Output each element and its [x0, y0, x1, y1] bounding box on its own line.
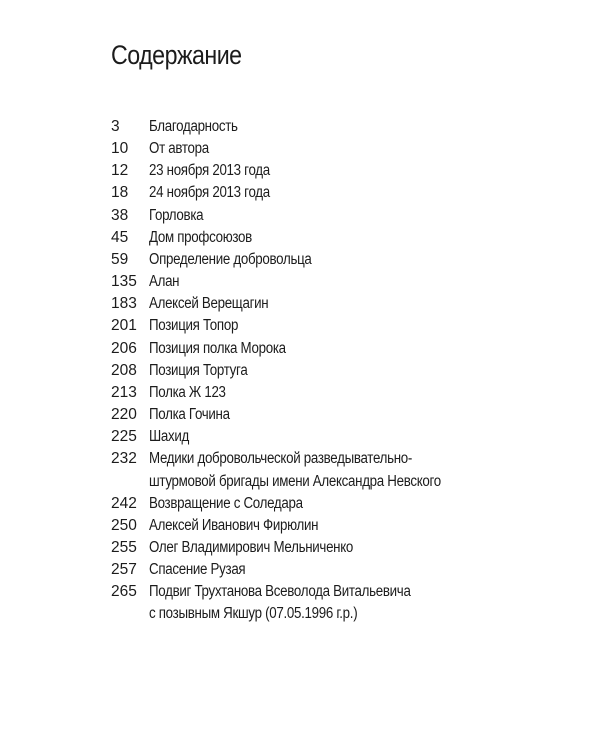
toc-entry-title-line: Благодарность — [149, 118, 238, 135]
toc-entry — [111, 426, 531, 448]
toc-entry-title-line: Шахид — [149, 428, 190, 446]
toc-entry — [111, 249, 531, 271]
toc-entry-title — [149, 360, 478, 382]
toc-entry-title — [149, 227, 478, 249]
toc-entry — [111, 515, 531, 537]
toc-page-number: 250 — [111, 516, 137, 534]
toc-entry-title — [149, 338, 478, 360]
toc-entry — [111, 160, 531, 182]
toc-entry-title-line: Полка Ж 123 — [149, 383, 226, 401]
page-title: Содержание — [111, 40, 242, 70]
toc-entry-title-line: Полка Гочина — [149, 406, 230, 424]
toc-entry-title-line: Алан — [149, 273, 180, 291]
toc-entry-title-line: штурмовой бригады имени Александра Невского — [149, 472, 441, 490]
toc-entry — [111, 360, 531, 382]
toc-entry-title — [149, 559, 478, 581]
toc-page-number: 265 — [111, 583, 137, 601]
toc-entry-title — [149, 160, 478, 182]
toc-entry-title — [149, 116, 478, 138]
toc-page-number: 59 — [111, 250, 129, 268]
toc-entry — [111, 293, 531, 315]
toc-page-number: 255 — [111, 538, 137, 556]
toc-entry-title — [149, 404, 478, 426]
toc-entry-title-line: Медики добровольческой разведывательно- — [149, 450, 413, 468]
toc-entry — [111, 315, 531, 337]
toc-entry-title-line: Позиция Топор — [149, 317, 239, 335]
toc-entry-title-line: Алексей Иванович Фирюлин — [149, 516, 319, 534]
toc-entry-title-line: Спасение Рузая — [149, 561, 246, 579]
toc-entry-title — [149, 138, 478, 160]
toc-entry-title — [149, 249, 478, 271]
toc-entry-title — [149, 205, 478, 227]
toc-entry — [111, 581, 531, 625]
toc-entry-title — [149, 448, 478, 492]
toc-page-number: 38 — [111, 206, 129, 224]
toc-entry-title-line: Олег Владимирович Мельниченко — [149, 538, 354, 556]
toc-entry-title-line: Определение добровольца — [149, 250, 312, 268]
toc-entry-title-line: 23 ноября 2013 года — [149, 162, 270, 180]
toc-page-number: 10 — [111, 140, 129, 158]
toc-entry — [111, 227, 531, 249]
toc-entry — [111, 448, 531, 492]
toc-page-number: 213 — [111, 383, 137, 401]
toc-page-number: 225 — [111, 428, 137, 446]
toc-entry-title-line: Подвиг Трухтанова Всеволода Витальевича — [149, 583, 411, 601]
toc-entry — [111, 271, 531, 293]
toc-entry-title-line: 24 ноября 2013 года — [149, 184, 270, 202]
toc-entry-title-line: Дом профсоюзов — [149, 228, 252, 246]
toc-entry-title — [149, 581, 478, 625]
toc-page-number: 3 — [111, 118, 120, 135]
toc-page-number: 242 — [111, 494, 137, 512]
toc-page-number: 257 — [111, 561, 137, 579]
toc-entry-title-line: с позывным Якшур (07.05.1996 г.р.) — [149, 605, 358, 623]
toc-entry-title-line: От автора — [149, 140, 209, 158]
toc-entry — [111, 182, 531, 204]
toc-entry-title — [149, 382, 478, 404]
toc-entry — [111, 116, 531, 138]
toc-entry-title — [149, 271, 478, 293]
toc-entry-title — [149, 182, 478, 204]
toc-page-number: 232 — [111, 450, 137, 468]
toc-entry — [111, 382, 531, 404]
toc-page-number: 135 — [111, 273, 137, 291]
toc-page-number: 45 — [111, 228, 129, 246]
toc-entry-title-line: Горловка — [149, 206, 204, 224]
toc-entry — [111, 138, 531, 160]
toc-entry — [111, 537, 531, 559]
toc-page-number: 206 — [111, 339, 137, 357]
toc-entry — [111, 338, 531, 360]
toc-page-number: 18 — [111, 184, 129, 202]
toc-entry-title-line: Позиция полка Морока — [149, 339, 286, 357]
toc-entry-title — [149, 537, 478, 559]
toc-entry — [111, 559, 531, 581]
toc-page-number: 12 — [111, 162, 129, 180]
toc-page-number: 183 — [111, 295, 137, 313]
toc-entry — [111, 493, 531, 515]
toc-page-number: 201 — [111, 317, 137, 335]
toc-entry-title — [149, 493, 478, 515]
toc-entry — [111, 205, 531, 227]
toc-entry-title — [149, 426, 478, 448]
toc-page-number: 220 — [111, 406, 137, 424]
toc-page-number: 208 — [111, 361, 137, 379]
toc-entry-title — [149, 515, 478, 537]
toc-entry-title-line: Возвращение с Соледара — [149, 494, 303, 512]
toc-entry-title — [149, 315, 478, 337]
toc-entry-title — [149, 293, 478, 315]
toc-entry-title-line: Алексей Верещагин — [149, 295, 269, 313]
toc-entry — [111, 404, 531, 426]
toc-entry-title-line: Позиция Тортуга — [149, 361, 248, 379]
table-of-contents — [111, 116, 531, 626]
